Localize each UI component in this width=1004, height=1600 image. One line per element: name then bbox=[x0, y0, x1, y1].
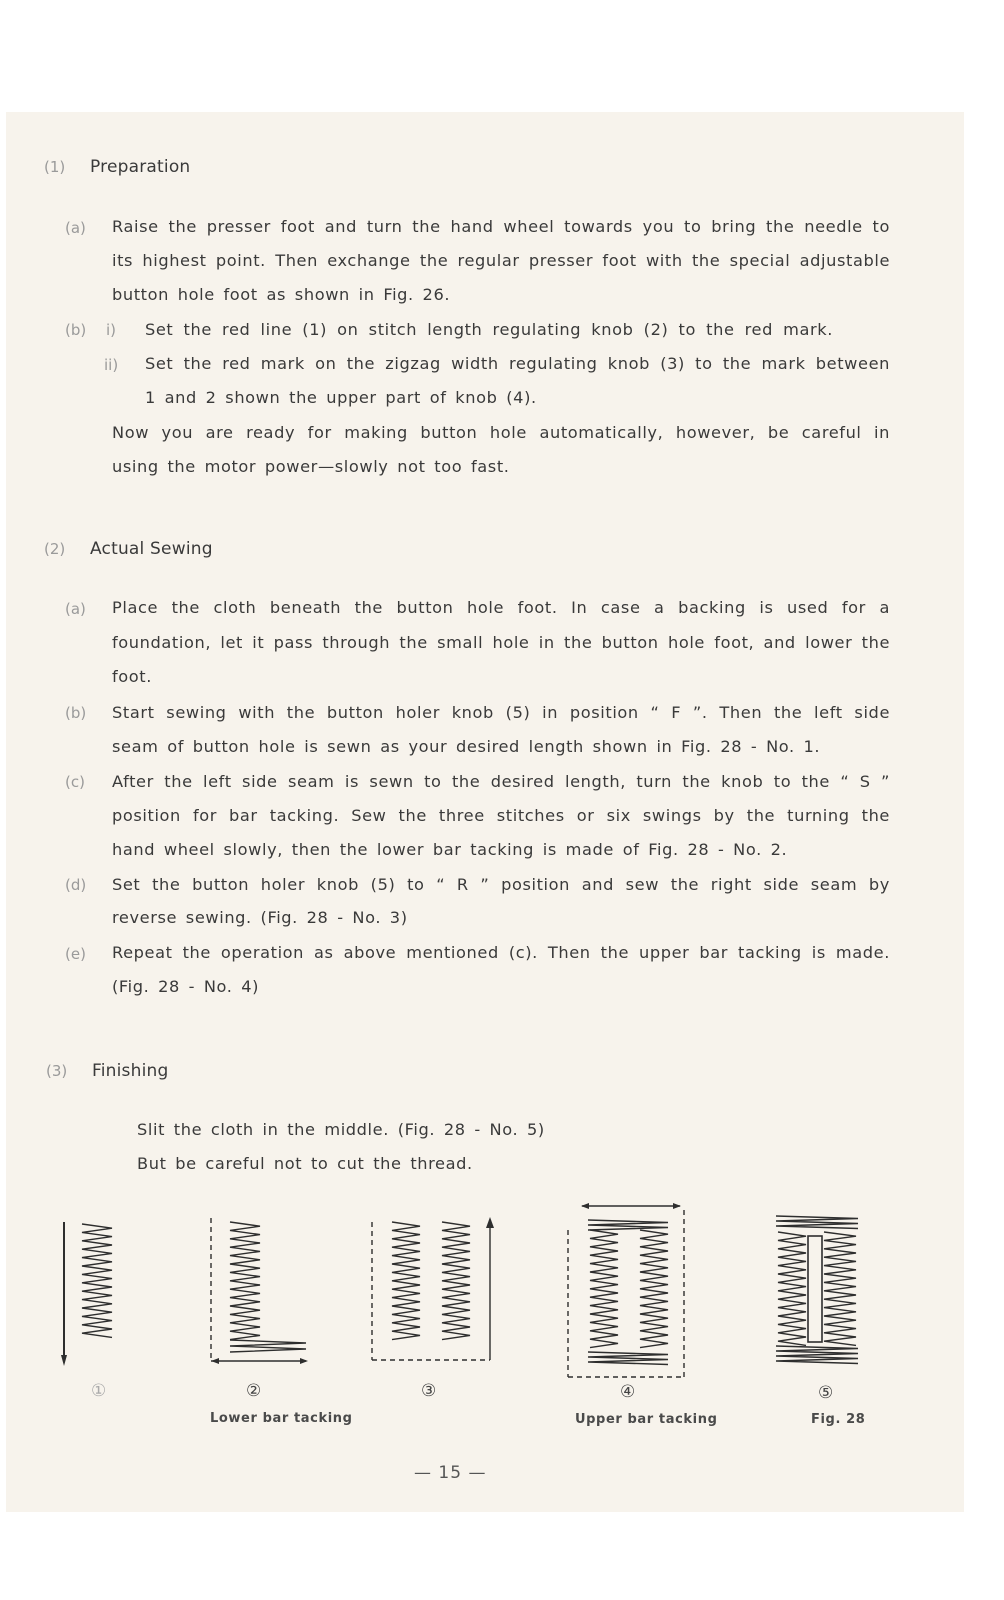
text-line: Set the red line (1) on stitch length regulating knob (2) to the red mark. bbox=[145, 320, 833, 339]
section-number-1: (1) bbox=[44, 158, 66, 176]
text-line: But be careful not to cut the thread. bbox=[137, 1154, 473, 1173]
text-line: its highest point. Then exchange the regular presser foot with the special adjustable bbox=[112, 251, 890, 270]
fig-1-left-seam bbox=[61, 1222, 112, 1366]
section-number-2: (2) bbox=[44, 540, 66, 558]
text-line: foundation, let it pass through the small hole in the button hole foot, and lower the bbox=[112, 633, 890, 652]
text-line: (Fig. 28 - No. 4) bbox=[112, 977, 260, 996]
text-line: Set the button holer knob (5) to “ R ” position and sew the right side seam by bbox=[112, 875, 890, 894]
figure-number-2: ② bbox=[246, 1381, 262, 1401]
text-line: using the motor power—slowly not too fast. bbox=[112, 457, 510, 476]
section-title-preparation: Preparation bbox=[90, 157, 191, 177]
text-line: Set the red mark on the zigzag width regulating knob (3) to the mark between bbox=[145, 354, 890, 373]
text-line: After the left side seam is sewn to the desired length, turn the knob to the “ S ” bbox=[112, 772, 890, 791]
text-line: foot. bbox=[112, 667, 152, 686]
text-line: Repeat the operation as above mentioned (c). Then the upper bar tacking is made. bbox=[112, 943, 890, 962]
item-marker-1b: (b) bbox=[65, 321, 87, 339]
section-number-3: (3) bbox=[46, 1062, 68, 1080]
text-line: seam of button hole is sewn as your desired length shown in Fig. 28 - No. 1. bbox=[112, 737, 821, 756]
figure-number-3: ③ bbox=[421, 1381, 437, 1401]
section-title-finishing: Finishing bbox=[92, 1061, 169, 1081]
item-marker-2d: (d) bbox=[65, 876, 87, 894]
fig-3-right-seam bbox=[372, 1217, 494, 1360]
figure-number-1: ① bbox=[91, 1381, 107, 1401]
text-line: Now you are ready for making button hole automatically, however, be careful in bbox=[112, 423, 890, 442]
text-line: button hole foot as shown in Fig. 26. bbox=[112, 285, 451, 304]
text-line: Place the cloth beneath the button hole foot. In case a backing is used for a bbox=[112, 598, 890, 617]
text-line: Raise the presser foot and turn the hand wheel towards you to bring the needle to bbox=[112, 217, 890, 236]
caption-upper-bar-tacking: Upper bar tacking bbox=[575, 1412, 718, 1427]
figure-number-5: ⑤ bbox=[818, 1383, 834, 1403]
fig-5-finished-slit bbox=[776, 1216, 858, 1364]
text-line: position for bar tacking. Sew the three stitches or six swings by the turning the bbox=[112, 806, 890, 825]
section-title-actual-sewing: Actual Sewing bbox=[90, 539, 213, 559]
sub-marker-i: i) bbox=[106, 321, 117, 339]
fig-4-upper-bar-tacking bbox=[568, 1203, 684, 1377]
item-marker-2e: (e) bbox=[65, 945, 86, 963]
text-line: Slit the cloth in the middle. (Fig. 28 - No. 5) bbox=[137, 1120, 545, 1139]
page-number: — 15 — bbox=[414, 1463, 487, 1483]
sub-marker-ii: ii) bbox=[104, 356, 119, 374]
caption-lower-bar-tacking: Lower bar tacking bbox=[210, 1411, 353, 1426]
figure-number-4: ④ bbox=[620, 1382, 636, 1402]
item-marker-2a: (a) bbox=[65, 600, 86, 618]
fig-2-lower-bar-tacking bbox=[211, 1218, 308, 1364]
item-marker-1a: (a) bbox=[65, 219, 86, 237]
text-line: reverse sewing. (Fig. 28 - No. 3) bbox=[112, 908, 408, 927]
item-marker-2b: (b) bbox=[65, 704, 87, 722]
text-line: Start sewing with the button holer knob (5) in position “ F ”. Then the left side bbox=[112, 703, 890, 722]
item-marker-2c: (c) bbox=[65, 773, 85, 791]
text-line: 1 and 2 shown the upper part of knob (4). bbox=[145, 388, 537, 407]
caption-fig-28: Fig. 28 bbox=[811, 1412, 866, 1427]
text-line: hand wheel slowly, then the lower bar tacking is made of Fig. 28 - No. 2. bbox=[112, 840, 788, 859]
